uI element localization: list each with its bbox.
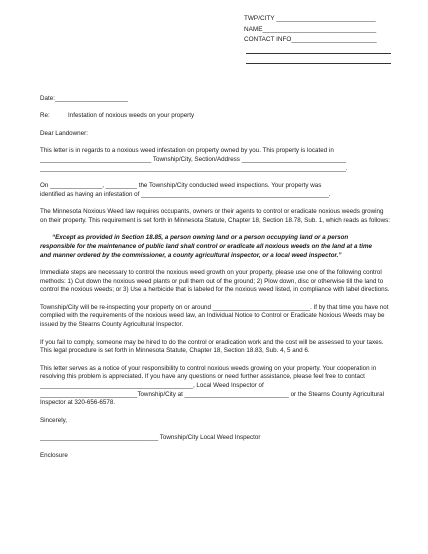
letter-body [40,95,392,460]
name-field: NAME________________________________ [244,25,377,33]
paragraph-control-methods: Immediate steps are necessary to control the noxious weed growth on your property, please use one of the following control methods: 1) Cut down the noxious weed plants or pull them out of the ground; 2) Plow down, disc or otherwise till the land to control the noxious weeds; or 3) Use a herbicide that is labeled for the noxious weed listed, in compliance with label directions. [40,268,390,294]
paragraph-noncompliance: If you fail to comply, someone may be hired to do the control or eradication work and the cost will be assessed to your taxes. This legal procedure is set forth in Minnesota Statute, Chapter 18, Section 18.83, Sub. 4, 5 and 6. [40,338,384,355]
paragraph-location [40,147,392,173]
paragraph-inspection [40,182,392,199]
date-line: Date:_____________________ [40,95,128,102]
paragraph-line: This letter serves as a notice of your responsibility to control noxious weeds growing on your property. Your cooperation in resolving this problem is appreciated. If you have any questions or need further assistance, please feel free to contact ____________________________________________, Local Weed Inspector of [40,364,377,390]
paragraph-line: ________________________________________________________________________________________. [40,164,348,172]
statute-quote [40,234,382,260]
letterhead-block [244,14,394,67]
twp-city-field: TWP/CITY ____________________________ [244,15,376,22]
contact-blank-line [244,56,394,67]
contact-info-field: CONTACT INFO________________________ [244,36,377,44]
paragraph-reinspection: Township/City will be re-inspecting your property on or around ____________________________. If by that time you have not complied with the requirements of the noxious weed law, an Individual Notice to Control or Eradicate Noxious Weeds may be issued by the Stearns County Agricultural Inspector. [40,303,389,329]
paragraph-law: The Minnesota Noxious Weed law requires occupants, owners or their agents to control or eradicate noxious weeds growing on their property. This requirement is set forth in Minnesota Statute, Chapter 18, Section 18.78, Sub. 1, which reads as follows: [40,208,390,224]
paragraph-line: This letter is in regards to a noxious weed infestation on property owned by you. This property is located in [40,147,334,155]
closing: Sincerely, [40,416,67,424]
enclosure-note: Enclosure [40,451,68,459]
paragraph-contact [40,365,392,409]
subject-line [40,112,392,121]
signature-line: __________________________________ Township/City Local Weed Inspector [40,434,261,442]
paragraph-line: identified as having an infestation of ______________________________________________________. [40,190,331,198]
re-text: Infestation of noxious weeds on your property [68,112,195,120]
paragraph-line: ________________________________ Township/City, Section/Address ______________________________ [40,155,346,163]
quote-text: “Except as provided in Section 18.85, a person owning land or a person occupying land or a person responsible for the maintenance of public land shall control or eradicate all noxious weeds on the land at a time and manner ordered by the commissioner, a county agricultural inspector, or a local weed inspector.” [40,234,373,259]
paragraph-line: ____________________________Township/City at ______________________________ or the Stearns County Agricultural Inspector at 320-656-6578. [40,390,385,407]
re-label: Re: [40,112,50,120]
paragraph-line: On _______________, _________ the Township/City conducted weed inspections. Your property was [40,181,322,189]
contact-blank-line [244,46,394,57]
salutation: Dear Landowner: [40,129,88,137]
